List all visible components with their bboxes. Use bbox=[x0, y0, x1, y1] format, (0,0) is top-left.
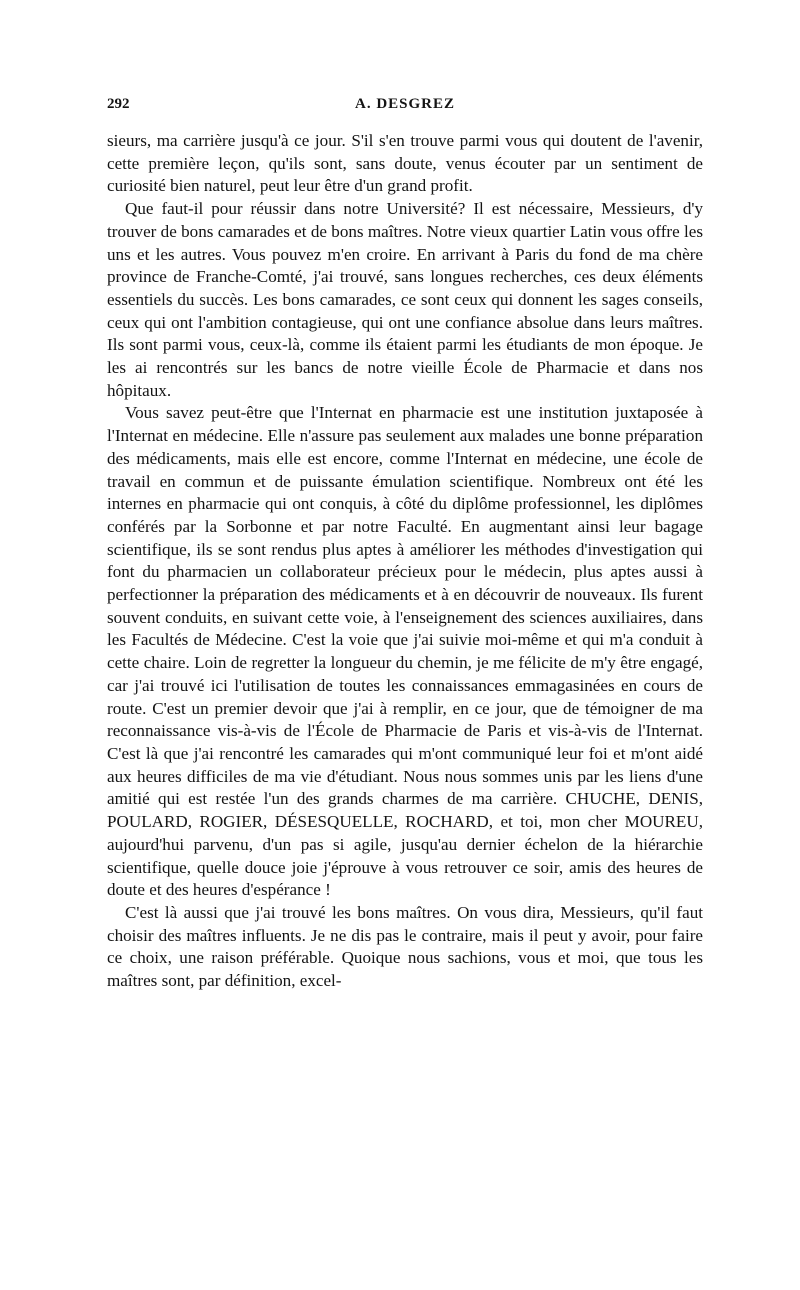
running-head bbox=[107, 92, 703, 116]
paragraph-bons-maitres: C'est là aussi que j'ai trouvé les bons maîtres. On vous dira, Messieurs, qu'il faut choisir des maîtres influents. Je ne dis pas le contraire, mais il peut y avoir, pour faire ce choix, une raison préférable. Quoique nous sachions, vous et moi, que tous les maîtres sont, par définition, excel- bbox=[107, 902, 703, 991]
paragraph-continuation: sieurs, ma carrière jusqu'à ce jour. S'il s'en trouve parmi vous qui doutent de l'avenir, cette première leçon, qu'ils sont, sans doute, venus écouter par un sentiment de curiosité bien naturel, peut leur être d'un grand profit. bbox=[107, 131, 703, 196]
paragraph-universite: Que faut-il pour réussir dans notre Université? Il est nécessaire, Messieurs, d'y trouver de bons camarades et de bons maîtres. Notre vieux quartier Latin vous offre les uns et les autres. Vous pouvez m'en croire. En arrivant à Paris du fond de ma chère province de Franche-Comté, j'ai trouvé, sans longues recherches, ces deux éléments essentiels du succès. Les bons camarades, ce sont ceux qui donnent les sages conseils, ceux qui ont l'ambition contagieuse, qui ont une confiance absolue dans leurs maîtres. Ils sont parmi vous, ceux-là, comme ils étaient parmi les étudiants de mon époque. Je les ai rencontrés sur les bancs de notre vieille École de Pharmacie et dans nos hôpitaux. bbox=[107, 199, 703, 400]
body-text bbox=[107, 130, 703, 993]
running-title: A. DESGREZ bbox=[354, 96, 456, 112]
paragraph-internat: Vous savez peut-être que l'Internat en pharmacie est une institution juxtaposée à l'Internat en médecine. Elle n'assure pas seulement aux malades une bonne préparation des médicaments, mais elle est encore, comme l'Internat en médecine, une école de travail en commun et de puissante émulation scientifique. Nombreux ont été les internes en pharmacie qui ont conquis, à côté du diplôme professionnel, les diplômes conférés par la Sorbonne et par notre Faculté. En augmentant ainsi leur bagage scientifique, ils se sont rendus plus aptes à améliorer les méthodes d'investigation qui font du pharmacien un collaborateur précieux pour le médecin, plus aptes aussi à perfectionner la préparation des médicaments et à en découvrir de nouveaux. Ils furent souvent conduits, en suivant cette voie, à l'enseignement des sciences auxiliaires, dans les Facultés de Médecine. C'est la voie que j'ai suivie moi-même et qui m'a conduit à cette chaire. Loin de regretter la longueur du chemin, je me félicite de m'y être engagé, car j'ai trouvé ici l'utilisation de toutes les connaissances emmagasinées en cours de route. C'est un premier devoir que j'ai à remplir, en ce jour, que de témoigner de ma reconnaissance vis-à-vis de l'École de Pharmacie de Paris et vis-à-vis de l'Internat. C'est là que j'ai rencontré les camarades qui m'ont communiqué leur foi et m'ont aidé aux heures difficiles de ma vie d'étudiant. Nous nous sommes unis par les liens d'une amitié qui est restée l'un des grands charmes de ma carrière. CHUCHE, DENIS, POULARD, ROGIER, DÉSESQUELLE, ROCHARD, et toi, mon cher MOUREU, aujourd'hui parvenu, d'un pas si agile, jusqu'au dernier échelon de la hiérarchie scientifique, quelle douce joie j'éprouve à vous retrouver ce soir, amis des heures de doute et des heures d'espérance ! bbox=[107, 403, 703, 900]
page-number: 292 bbox=[107, 96, 130, 112]
book-page bbox=[107, 92, 703, 993]
